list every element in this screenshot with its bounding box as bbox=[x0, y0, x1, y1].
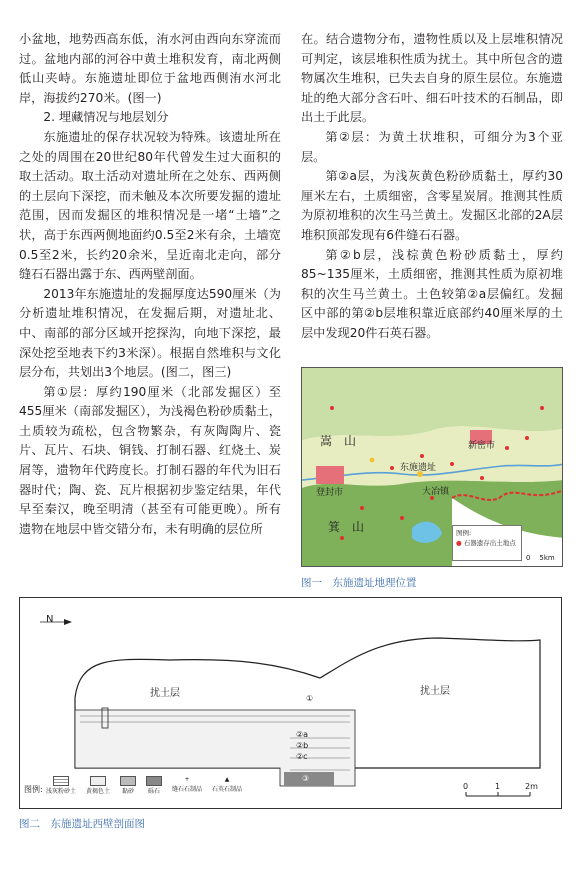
map-legend-title: 图例: bbox=[456, 529, 472, 537]
section-scale-2: 2m bbox=[525, 782, 538, 791]
location-map bbox=[301, 367, 563, 567]
legend-item: + 缝石石制品 bbox=[172, 776, 203, 793]
legend-item: 砾石 bbox=[146, 776, 162, 795]
layer-mark-1: ① bbox=[306, 694, 314, 703]
legend-item: 黏砂 bbox=[120, 776, 136, 795]
map-legend bbox=[452, 525, 522, 561]
map-label-dengfeng: 登封市 bbox=[316, 488, 344, 498]
disturbed-layer-right: 扰土层 bbox=[420, 686, 450, 697]
layer-mark-3: ③ bbox=[302, 774, 310, 783]
legend-item: 黄褐色土 bbox=[86, 776, 110, 795]
section-scale-1: 1 bbox=[495, 782, 501, 791]
legend-item: 浅灰粉砂土 bbox=[46, 776, 76, 795]
layer-mark-2b: ②b bbox=[296, 741, 309, 750]
map-label-dajin: 大冶镇 bbox=[422, 487, 450, 497]
map-label-jishan: 箕 山 bbox=[328, 520, 365, 534]
paragraph: 第②b层，浅棕黄色粉砂质黏土，厚约85~135厘米，土质细密，推测其性质为原初堆积的次生马兰黄土。土色较第②a层偏红。发掘区中部的第②b层堆积靠近底部约40厘米厚的土层中发现20件石英石器。 bbox=[301, 247, 563, 340]
figure1-caption: 图一 东施遗址地理位置 bbox=[301, 577, 417, 589]
legend-item: ▲ 石英石制品 bbox=[212, 776, 243, 793]
left-text-column bbox=[19, 30, 281, 539]
north-arrow-label: N bbox=[46, 614, 54, 625]
paragraph: 东施遗址的保存状况较为特殊。该遗址所在之处的周围在20世纪80年代曾发生过大面积的取土活动。取土活动对遗址所在之处东、西两侧的土层向下深挖，而未触及本次所要发掘的遗址范围，因而发掘区的堆积情况是一堵“土墙”之状，高于东西两侧地面约0.5至2米有余，土墙宽0.5至2米，长约20余米，呈近南北走向，部分缝石石器出露于东、西两壁剖面。 bbox=[19, 129, 281, 282]
map-scale: 0 5km bbox=[526, 554, 555, 562]
paragraph: 在。结合遗物分布，遗物性质以及上层堆积情况可判定，该层堆积性质为扰土。其中所包含的遗物属次生堆积，已失去自身的原生层位。东施遗址的绝大部分含石叶、细石叶技术的石制品，即出土于此层。 bbox=[301, 32, 563, 125]
paragraph: 2. 埋藏情况与地层划分 bbox=[43, 110, 169, 125]
section-legend bbox=[46, 776, 242, 795]
paragraph: 第②层：为黄土状堆积，可细分为3个亚层。 bbox=[301, 129, 563, 164]
section-scale-0: 0 bbox=[463, 782, 469, 791]
right-text-column bbox=[301, 30, 563, 344]
paragraph: 第①层：厚约190厘米（北部发掘区）至455厘米（南部发掘区），为浅褐色粉砂质黏土，土质较为疏松，包含物繁杂，有灰陶陶片、瓷片、瓦片、石块、铜钱、打制石器、红烧土、炭屑等，遗物年代跨度长。打制石器的年代为旧石器时代；陶、瓷、瓦片根据初步鉴定结果，年代早至秦汉，晚至明清（甚至有可能更晚）。所有遗物在地层中皆交错分布，未有明确的层位所 bbox=[19, 384, 281, 536]
paragraph: 第②a层，为浅灰黄色粉砂质黏土，厚约30厘米左右，土质细密，含零星炭屑。推测其性质为原初堆积的次生马兰黄土。发掘区北部的2A层堆积顶部发现有6件缝石石器。 bbox=[301, 169, 563, 242]
disturbed-layer-left: 扰土层 bbox=[150, 688, 180, 699]
section-figure bbox=[19, 597, 562, 809]
map-label-songshan: 嵩 山 bbox=[320, 434, 357, 448]
map-label-dongshi: 东施遗址 bbox=[400, 463, 437, 473]
map-legend-item: ● 石器遗存出土地点 bbox=[456, 539, 516, 547]
section-legend-title: 图例: bbox=[24, 785, 43, 794]
paragraph: 小盆地，地势西高东低，洧水河由西向东穿流而过。盆地内部的河谷中黄土堆积发育，南北两侧低山夹峙。东施遗址即位于盆地西侧洧水河北岸，海拔约270米。(图一) bbox=[19, 32, 281, 105]
layer-mark-2c: ②c bbox=[296, 752, 308, 761]
layer-mark-2a: ②a bbox=[296, 730, 309, 739]
figure2-caption: 图二 东施遗址西壁剖面图 bbox=[19, 818, 145, 830]
paragraph: 2013年东施遗址的发掘厚度达590厘米（为分析遗址堆积情况，在发掘后期，对遗址北、中、南部的部分区域开挖探沟，向地下深挖，最深处挖至地表下约3米深）。根据自然堆积与文化层分布，共划出3个地层。(图二，图三) bbox=[19, 286, 281, 380]
map-label-xinmi: 新密市 bbox=[468, 441, 496, 451]
